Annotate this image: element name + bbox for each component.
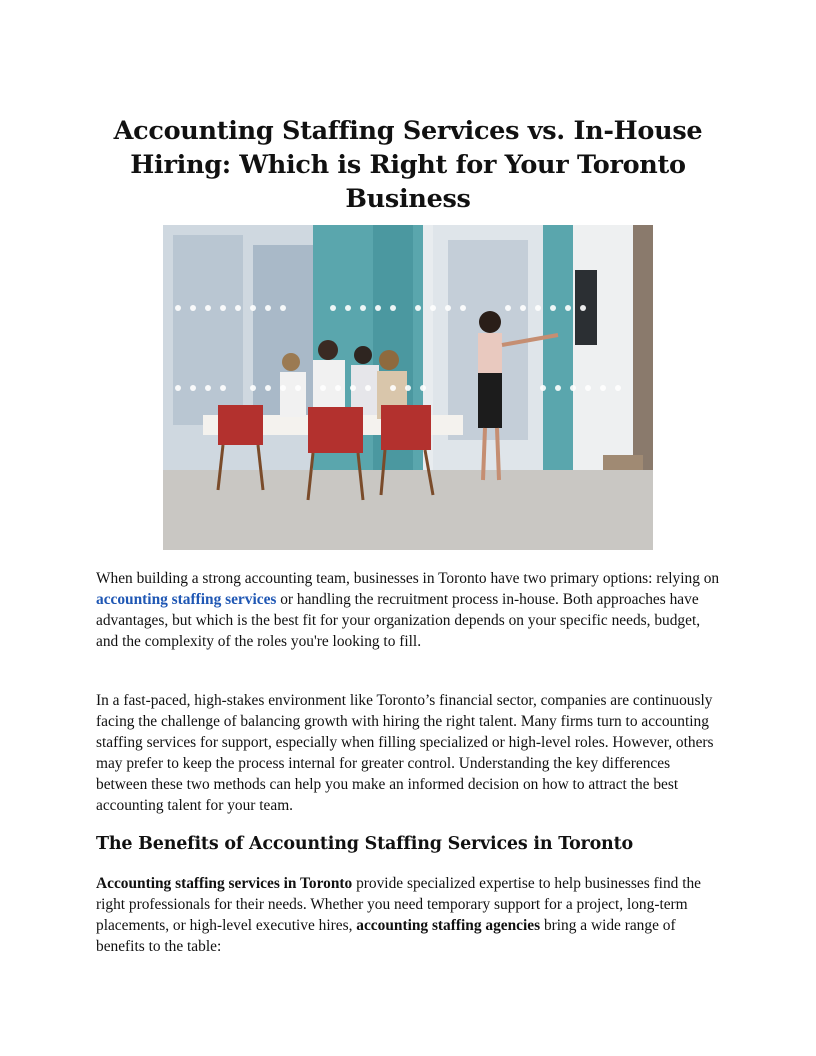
- hero-image: [163, 225, 653, 550]
- intro-paragraph: When building a strong accounting team, businesses in Toronto have two primary options: relying on accounting staffing services or handling the recruitment process in-house. Both approaches have advantages, but which is the best fit for your organization depends on your specific needs, budget, and the complexity of the roles you're looking to fill.: [96, 570, 720, 650]
- body-paragraph-2: In a fast-paced, high-stakes environment like Toronto’s financial sector, companies are continuously facing the challenge of balancing growth with hiring the right talent. Many firms turn to accounting staffing services for support, especially when filling specialized or high-level roles. However, others may prefer to keep the process internal for greater control. Understanding the key differences between these two methods can help you make an informed decision on how to attract the best accounting talent for your team.: [96, 692, 714, 814]
- accounting-staffing-services-link[interactable]: accounting staffing services: [96, 591, 277, 608]
- section-heading: The Benefits of Accounting Staffing Services in Toronto: [96, 834, 633, 854]
- body-paragraph-3: Accounting staffing services in Toronto provide specialized expertise to help businesses find the right professionals for their needs. Whether you need temporary support for a project, long-term placements, or high-level executive hires, accounting staffing agencies bring a wide range of benefits to the table:: [96, 875, 702, 955]
- page-title: Accounting Staffing Services vs. In-House Hiring: Which is Right for Your Toronto Business: [113, 116, 703, 214]
